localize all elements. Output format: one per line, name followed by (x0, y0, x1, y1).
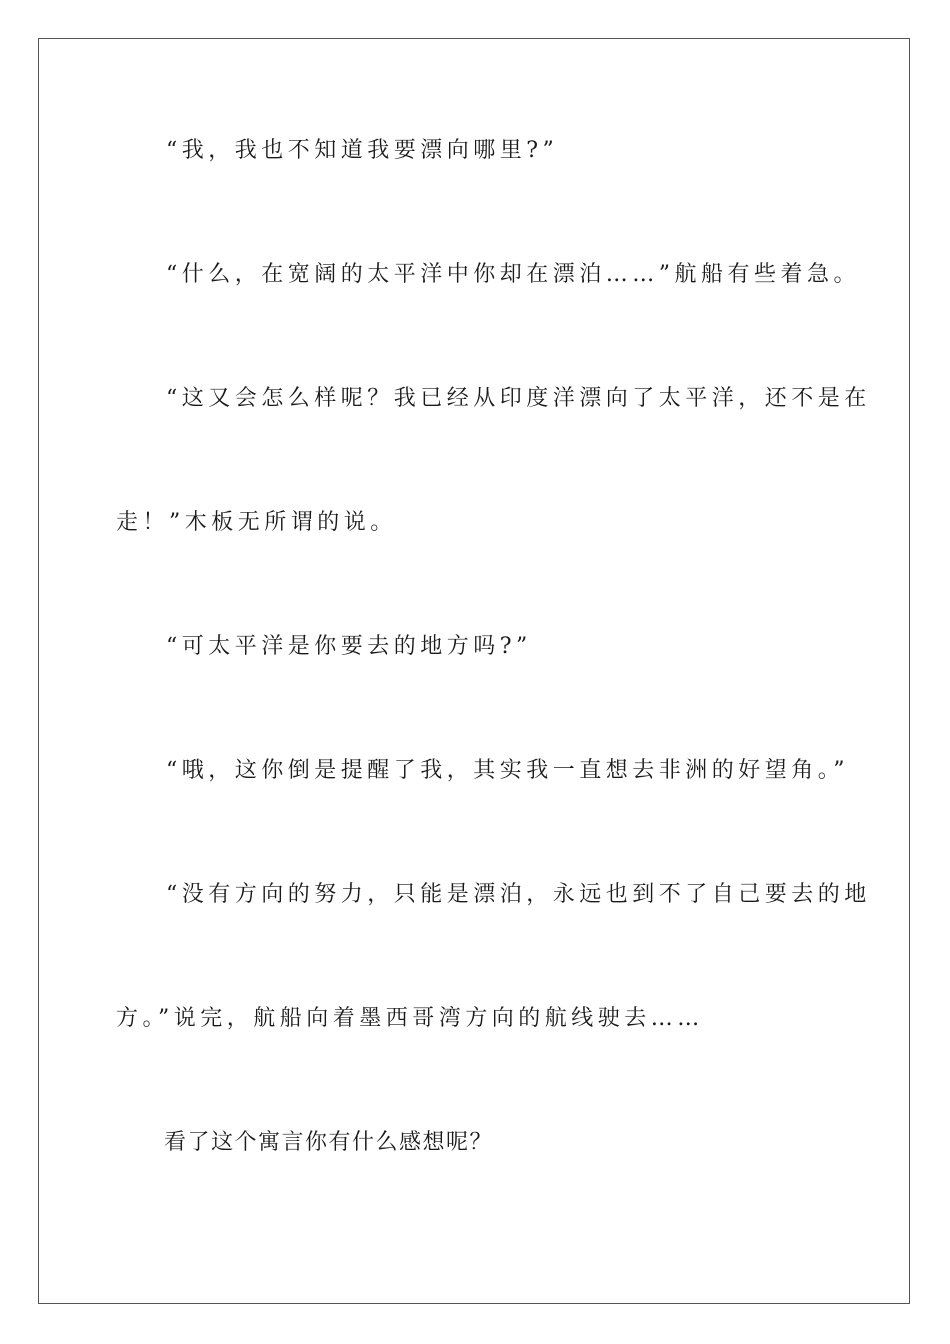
text-line-2: “什么，在宽阔的太平洋中你却在漂泊……”航船有些着急。 (166, 262, 860, 287)
text-line-4: 走！”木板无所谓的说。 (116, 510, 397, 535)
text-line-5: “可太平洋是你要去的地方吗?” (166, 634, 532, 659)
page-frame (38, 38, 910, 1304)
text-line-3: “这又会怎么样呢？我已经从印度洋漂向了太平洋，还不是在 (166, 386, 871, 411)
text-line-7: “没有方向的努力，只能是漂泊，永远也到不了自己要去的地 (166, 882, 871, 907)
text-line-6: “哦，这你倒是提醒了我，其实我一直想去非洲的好望角。” (166, 758, 849, 783)
text-line-9: 看了这个寓言你有什么感想呢？ (164, 1130, 494, 1155)
text-line-1: “我，我也不知道我要漂向哪里?” (166, 138, 559, 163)
text-line-8: 方。”说完，航船向着墨西哥湾方向的航线驶去…… (116, 1006, 704, 1031)
